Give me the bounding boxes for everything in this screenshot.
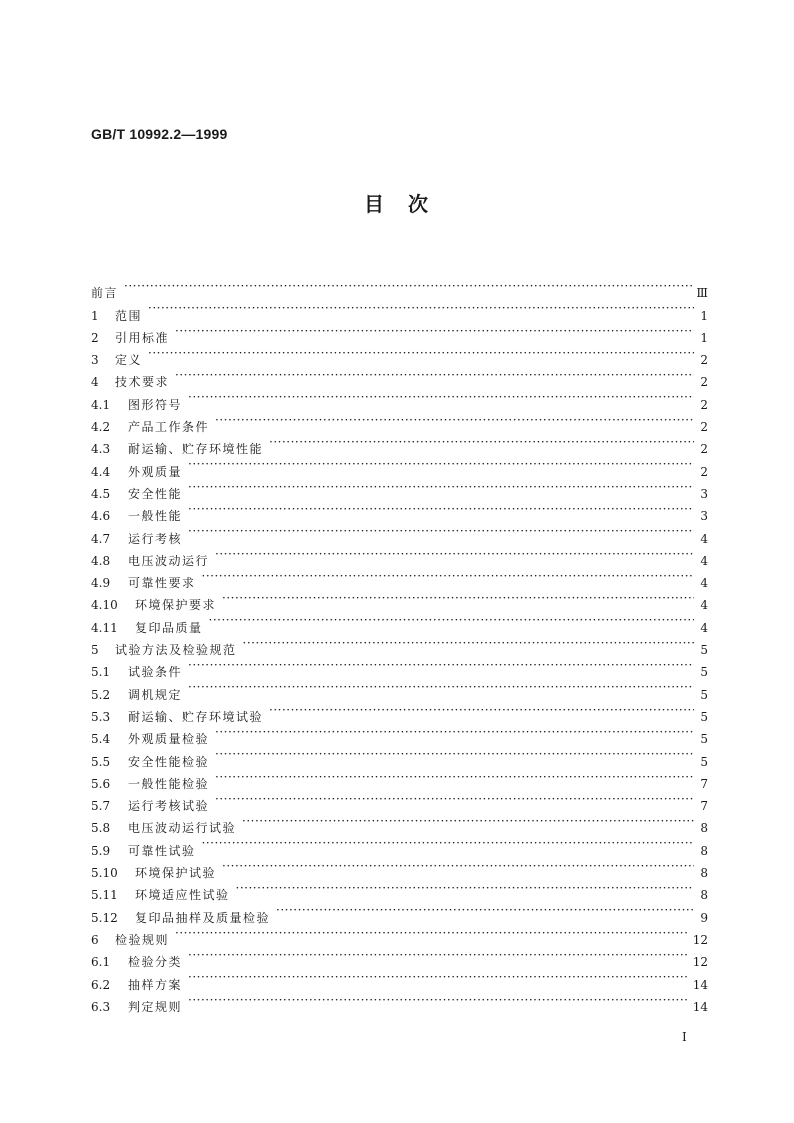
- toc-entry-label: 环境保护要求: [135, 598, 217, 613]
- toc-entry-label: 技术要求: [115, 375, 170, 390]
- toc-entry[interactable]: [91, 476, 708, 501]
- toc-entry-label: 图形符号: [128, 397, 183, 412]
- toc-entry-number: 5.4: [91, 732, 111, 747]
- toc-entry-page: 8: [700, 821, 708, 836]
- toc-entry-number: 5.10: [91, 866, 118, 881]
- toc-entry-label: 范围: [115, 308, 143, 323]
- toc-entry-page: 3: [700, 509, 708, 524]
- toc-entry-label: 耐运输、贮存环境性能: [128, 442, 264, 457]
- toc-entry-page: 1: [700, 308, 708, 323]
- toc-entry-label: 定义: [115, 353, 143, 368]
- toc-entry-page: 2: [700, 397, 708, 412]
- toc-leader-dots: [175, 320, 694, 342]
- toc-leader-dots: [269, 699, 694, 721]
- toc-entry[interactable]: [91, 922, 708, 947]
- toc-entry[interactable]: [91, 966, 708, 992]
- toc-leader-dots: [202, 832, 694, 854]
- toc-leader-dots: [243, 632, 694, 654]
- toc-entry-page: 7: [700, 776, 708, 791]
- toc-entry-label: 判定规则: [128, 999, 183, 1014]
- toc-entry-page: 2: [700, 464, 708, 479]
- toc-entry[interactable]: [91, 409, 708, 435]
- toc-entry-label: 检验分类: [128, 955, 183, 970]
- toc-entry-label: 调机规定: [128, 687, 183, 702]
- toc-entry-page: 5: [700, 732, 708, 747]
- page-number: I: [682, 1030, 687, 1044]
- toc-entry-page: 9: [700, 910, 708, 925]
- toc-entry[interactable]: [91, 364, 708, 390]
- toc-entry-page: 8: [700, 843, 708, 858]
- toc-entry-page: 5: [700, 709, 708, 724]
- toc-entry[interactable]: [91, 320, 708, 345]
- toc-entry-number: 5.1: [91, 665, 111, 680]
- toc-leader-dots: [269, 431, 694, 453]
- toc-entry-label: 运行考核试验: [128, 799, 210, 814]
- toc-entry-label: 复印品质量: [135, 620, 203, 635]
- toc-leader-dots: [188, 676, 694, 698]
- toc-entry-page: 8: [700, 888, 708, 903]
- toc-entry-number: 5: [91, 643, 99, 658]
- toc-entry-page: 4: [700, 598, 708, 613]
- toc-entry-number: 5.6: [91, 776, 111, 791]
- toc-leader-dots: [215, 766, 694, 788]
- toc-entry-label: 可靠性要求: [128, 576, 196, 591]
- toc-leader-dots: [222, 587, 694, 609]
- toc-entry-page: 2: [700, 353, 708, 368]
- toc-entry-label: 电压波动运行试验: [128, 821, 237, 836]
- toc-entry-label: 安全性能: [128, 486, 183, 501]
- toc-entry[interactable]: [91, 520, 708, 546]
- toc-leader-dots: [188, 386, 694, 408]
- toc-entry-number: 5.9: [91, 843, 111, 858]
- toc-entry-label: 引用标准: [115, 330, 170, 345]
- toc-entry[interactable]: [91, 543, 708, 568]
- toc-leader-dots: [175, 364, 694, 386]
- toc-entry-number: 6: [91, 932, 99, 947]
- toc-leader-dots: [124, 275, 692, 297]
- toc-leader-dots: [148, 342, 694, 364]
- toc-entry[interactable]: [91, 676, 708, 702]
- toc-entry-label: 检验规则: [115, 932, 170, 947]
- toc-entry-number: 4.11: [91, 620, 118, 635]
- toc-entry-label: 可靠性试验: [128, 843, 196, 858]
- toc-leader-dots: [215, 788, 694, 810]
- toc-entry-page: 4: [700, 576, 708, 591]
- toc-entry[interactable]: [91, 275, 708, 301]
- toc-entry-label: 环境保护试验: [135, 866, 217, 881]
- toc-entry-page: 14: [692, 977, 708, 992]
- toc-leader-dots: [215, 409, 694, 431]
- toc-leader-dots: [188, 520, 694, 542]
- toc-entry-number: 5.3: [91, 709, 111, 724]
- toc-entry-label: 前言: [91, 286, 119, 301]
- toc-entry-number: 5.8: [91, 821, 111, 836]
- toc-entry-label: 产品工作条件: [128, 420, 210, 435]
- toc-entry-page: 12: [692, 955, 708, 970]
- toc-entry-number: 5.12: [91, 910, 118, 925]
- toc-entry-page: 1: [700, 330, 708, 345]
- toc-entry-number: 4.4: [91, 464, 111, 479]
- standard-code: GB/T 10992.2—1999: [91, 126, 228, 142]
- toc-entry[interactable]: [91, 944, 708, 970]
- toc-entry[interactable]: [91, 699, 708, 724]
- toc-entry-label: 外观质量: [128, 464, 183, 479]
- toc-entry-label: 耐运输、贮存环境试验: [128, 709, 264, 724]
- toc-entry[interactable]: [91, 297, 708, 323]
- toc-entry-page: 5: [700, 643, 708, 658]
- toc-entry-number: 4: [91, 375, 99, 390]
- toc-leader-dots: [236, 877, 694, 899]
- toc-leader-dots: [188, 498, 694, 520]
- toc-leader-dots: [215, 543, 694, 565]
- toc-entry-number: 5.5: [91, 754, 111, 769]
- toc-leader-dots: [215, 743, 694, 765]
- toc-entry-label: 电压波动运行: [128, 553, 210, 568]
- toc-entry-page: 14: [692, 999, 708, 1014]
- toc-leader-dots: [188, 989, 689, 1011]
- toc-entry[interactable]: [91, 342, 708, 368]
- table-of-contents: [91, 275, 708, 1014]
- toc-entry-page: 4: [700, 553, 708, 568]
- toc-entry-number: 4.3: [91, 442, 111, 457]
- toc-leader-dots: [222, 855, 694, 877]
- toc-entry-number: 3: [91, 353, 99, 368]
- toc-entry-number: 4.8: [91, 553, 111, 568]
- toc-entry-page: 2: [700, 375, 708, 390]
- toc-entry-number: 2: [91, 330, 99, 345]
- toc-leader-dots: [148, 297, 694, 319]
- toc-entry-label: 运行考核: [128, 531, 183, 546]
- toc-entry-label: 试验条件: [128, 665, 183, 680]
- toc-entry-page: 2: [700, 442, 708, 457]
- toc-leader-dots: [242, 810, 694, 832]
- toc-entry-page: 4: [700, 531, 708, 546]
- toc-leader-dots: [188, 453, 694, 475]
- toc-entry-label: 复印品抽样及质量检验: [135, 910, 271, 925]
- toc-entry-number: 5.2: [91, 687, 111, 702]
- toc-entry-page: 5: [700, 665, 708, 680]
- toc-entry-page: Ⅲ: [696, 286, 708, 301]
- toc-entry-number: 5.11: [91, 888, 118, 903]
- toc-entry[interactable]: [91, 989, 708, 1014]
- toc-entry-number: 6.3: [91, 999, 111, 1014]
- toc-entry-number: 4.10: [91, 598, 118, 613]
- toc-leader-dots: [175, 922, 689, 944]
- toc-entry-number: 6.2: [91, 977, 111, 992]
- toc-entry-page: 3: [700, 486, 708, 501]
- toc-entry-label: 一般性能: [128, 509, 183, 524]
- toc-leader-dots: [215, 721, 694, 743]
- toc-entry-number: 4.1: [91, 397, 111, 412]
- toc-entry-page: 7: [700, 799, 708, 814]
- toc-entry-page: 4: [700, 620, 708, 635]
- toc-entry-number: 4.7: [91, 531, 111, 546]
- toc-entry-label: 安全性能检验: [128, 754, 210, 769]
- toc-entry-page: 2: [700, 420, 708, 435]
- toc-entry-label: 外观质量检验: [128, 732, 210, 747]
- toc-leader-dots: [276, 899, 694, 921]
- toc-entry-number: 1: [91, 308, 99, 323]
- toc-entry-page: 12: [692, 932, 708, 947]
- toc-entry-page: 5: [700, 687, 708, 702]
- toc-entry-number: 4.6: [91, 509, 111, 524]
- page-title: 目 次: [364, 192, 430, 216]
- toc-leader-dots: [188, 476, 694, 498]
- toc-entry-number: 4.2: [91, 420, 111, 435]
- toc-entry[interactable]: [91, 498, 708, 524]
- toc-leader-dots: [188, 944, 689, 966]
- toc-entry-label: 一般性能检验: [128, 776, 210, 791]
- toc-entry-number: 4.9: [91, 576, 111, 591]
- toc-entry[interactable]: [91, 386, 708, 412]
- toc-entry-label: 环境适应性试验: [135, 888, 230, 903]
- toc-entry-number: 4.5: [91, 486, 111, 501]
- toc-leader-dots: [209, 609, 694, 631]
- toc-entry-label: 试验方法及检验规范: [115, 643, 237, 658]
- toc-entry-label: 抽样方案: [128, 977, 183, 992]
- toc-entry-page: 5: [700, 754, 708, 769]
- toc-leader-dots: [188, 966, 689, 988]
- toc-entry-number: 6.1: [91, 955, 111, 970]
- toc-leader-dots: [188, 654, 694, 676]
- toc-entry-page: 8: [700, 866, 708, 881]
- toc-entry-number: 5.7: [91, 799, 111, 814]
- toc-leader-dots: [202, 565, 694, 587]
